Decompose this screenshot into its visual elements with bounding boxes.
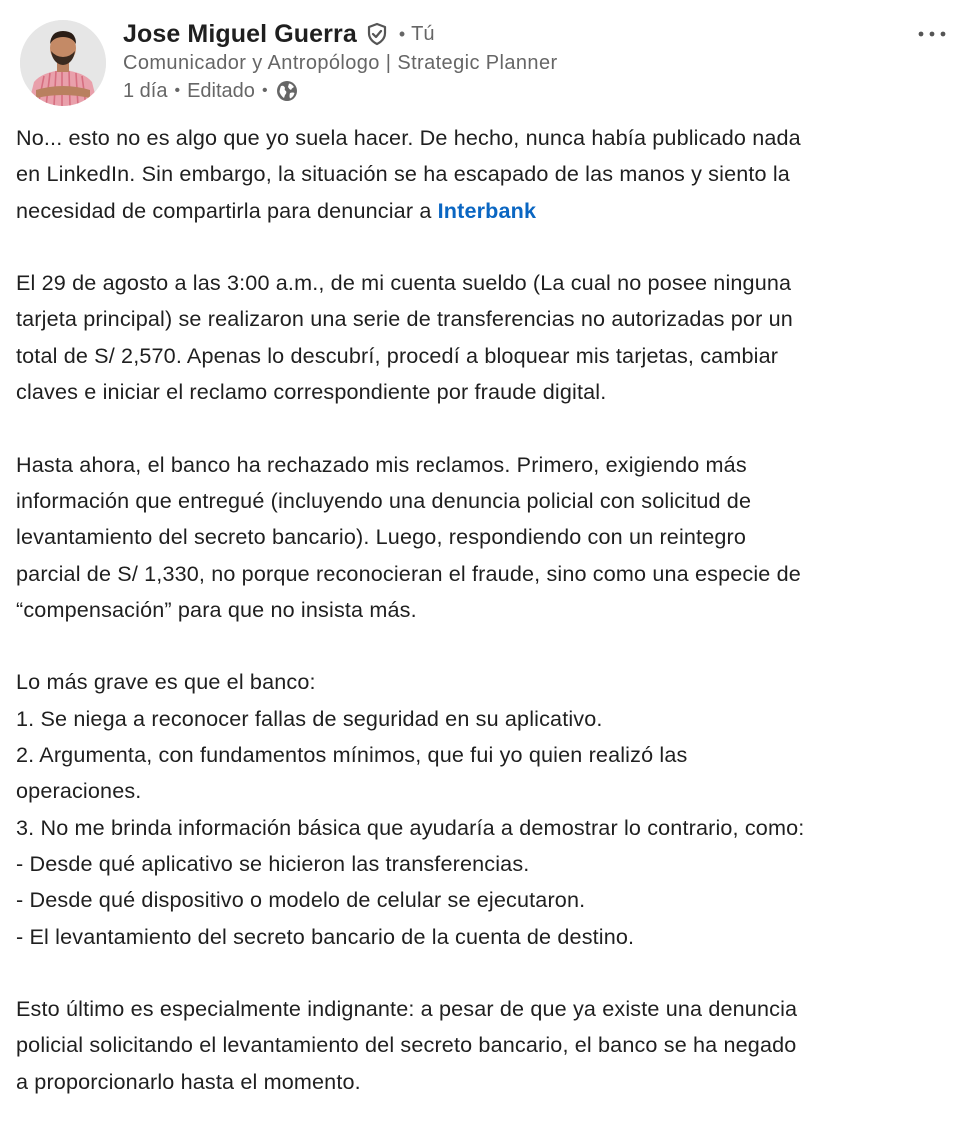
paragraph-2 [16, 265, 966, 410]
text-line: Hasta ahora, el banco ha rechazado mis reclamos. Primero, exigiendo más [16, 451, 747, 477]
text-line: en LinkedIn. Sin embargo, la situación se ha escapado de las manos y siento la [16, 161, 790, 187]
text-line: parcial de S/ 1,330, no porque reconocieran el fraude, sino como una especie de [16, 560, 801, 586]
author-name[interactable]: Jose Miguel Guerra [123, 19, 357, 48]
list-item: - El levantamiento del secreto bancario de la cuenta de destino. [16, 923, 635, 949]
post-body [16, 120, 966, 1136]
text-line: policial solicitando el levantamiento del secreto bancario, el banco se ha negado [16, 1032, 797, 1058]
avatar[interactable] [20, 20, 106, 106]
paragraph-4 [16, 664, 966, 954]
text-line: El 29 de agosto a las 3:00 a.m., de mi cuenta sueldo (La cual no posee ninguna [16, 270, 792, 296]
globe-icon[interactable] [275, 79, 299, 103]
mention-link[interactable]: Interbank [437, 197, 537, 223]
paragraph-1 [16, 120, 966, 229]
list-item: 3. No me brinda información básica que ayudaría a demostrar lo contrario, como: [16, 814, 805, 840]
text-line: claves e iniciar el reclamo correspondiente por fraude digital. [16, 379, 607, 405]
list-item: 2. Argumenta, con fundamentos mínimos, que fui yo quien realizó las [16, 742, 688, 768]
text-line: total de S/ 2,570. Apenas lo descubrí, procedí a bloquear mis tarjetas, cambiar [16, 342, 779, 368]
list-item: operaciones. [16, 778, 142, 804]
post-meta [123, 79, 558, 103]
text-line: a proporcionarlo hasta el momento. [16, 1068, 361, 1094]
name-row [123, 18, 558, 50]
verified-shield-icon[interactable] [365, 22, 389, 46]
text-line: “compensación” para que no insista más. [16, 596, 417, 622]
more-options-button[interactable] [912, 20, 952, 48]
separator-dot: • [398, 23, 406, 44]
text-line: información que entregué (incluyendo una denuncia policial con solicitud de [16, 487, 752, 513]
list-item: - Desde qué aplicativo se hicieron las transferencias. [16, 850, 530, 876]
text-line: tarjeta principal) se realizaron una serie de transferencias no autorizadas por un [16, 306, 793, 332]
text-line: levantamiento del secreto bancario). Luego, respondiendo con un reintegro [16, 524, 747, 550]
paragraph-5 [16, 991, 966, 1100]
avatar-photo-icon [20, 20, 106, 106]
post-header [18, 18, 958, 108]
edited-label: Editado [187, 79, 255, 102]
text-line [16, 193, 966, 229]
author-block [123, 18, 558, 103]
more-dots-icon [917, 30, 947, 38]
list-item: 1. Se niega a reconocer fallas de seguridad en su aplicativo. [16, 705, 603, 731]
separator-dot: • [261, 82, 268, 99]
author-headline: Comunicador y Antropólogo | Strategic Planner [123, 52, 558, 74]
separator-dot: • [174, 82, 181, 99]
list-item: - Desde qué dispositivo o modelo de celular se ejecutaron. [16, 887, 586, 913]
text-segment: necesidad de compartirla para denunciar a [16, 197, 438, 223]
paragraph-3 [16, 447, 966, 628]
text-line: No... esto no es algo que yo suela hacer. De hecho, nunca había publicado nada [16, 125, 801, 150]
text-line: Esto último es especialmente indignante: a pesar de que ya existe una denuncia [16, 996, 798, 1022]
you-label: Tú [411, 22, 435, 45]
text-line: Lo más grave es que el banco: [16, 669, 316, 695]
post-time: 1 día [123, 79, 168, 102]
